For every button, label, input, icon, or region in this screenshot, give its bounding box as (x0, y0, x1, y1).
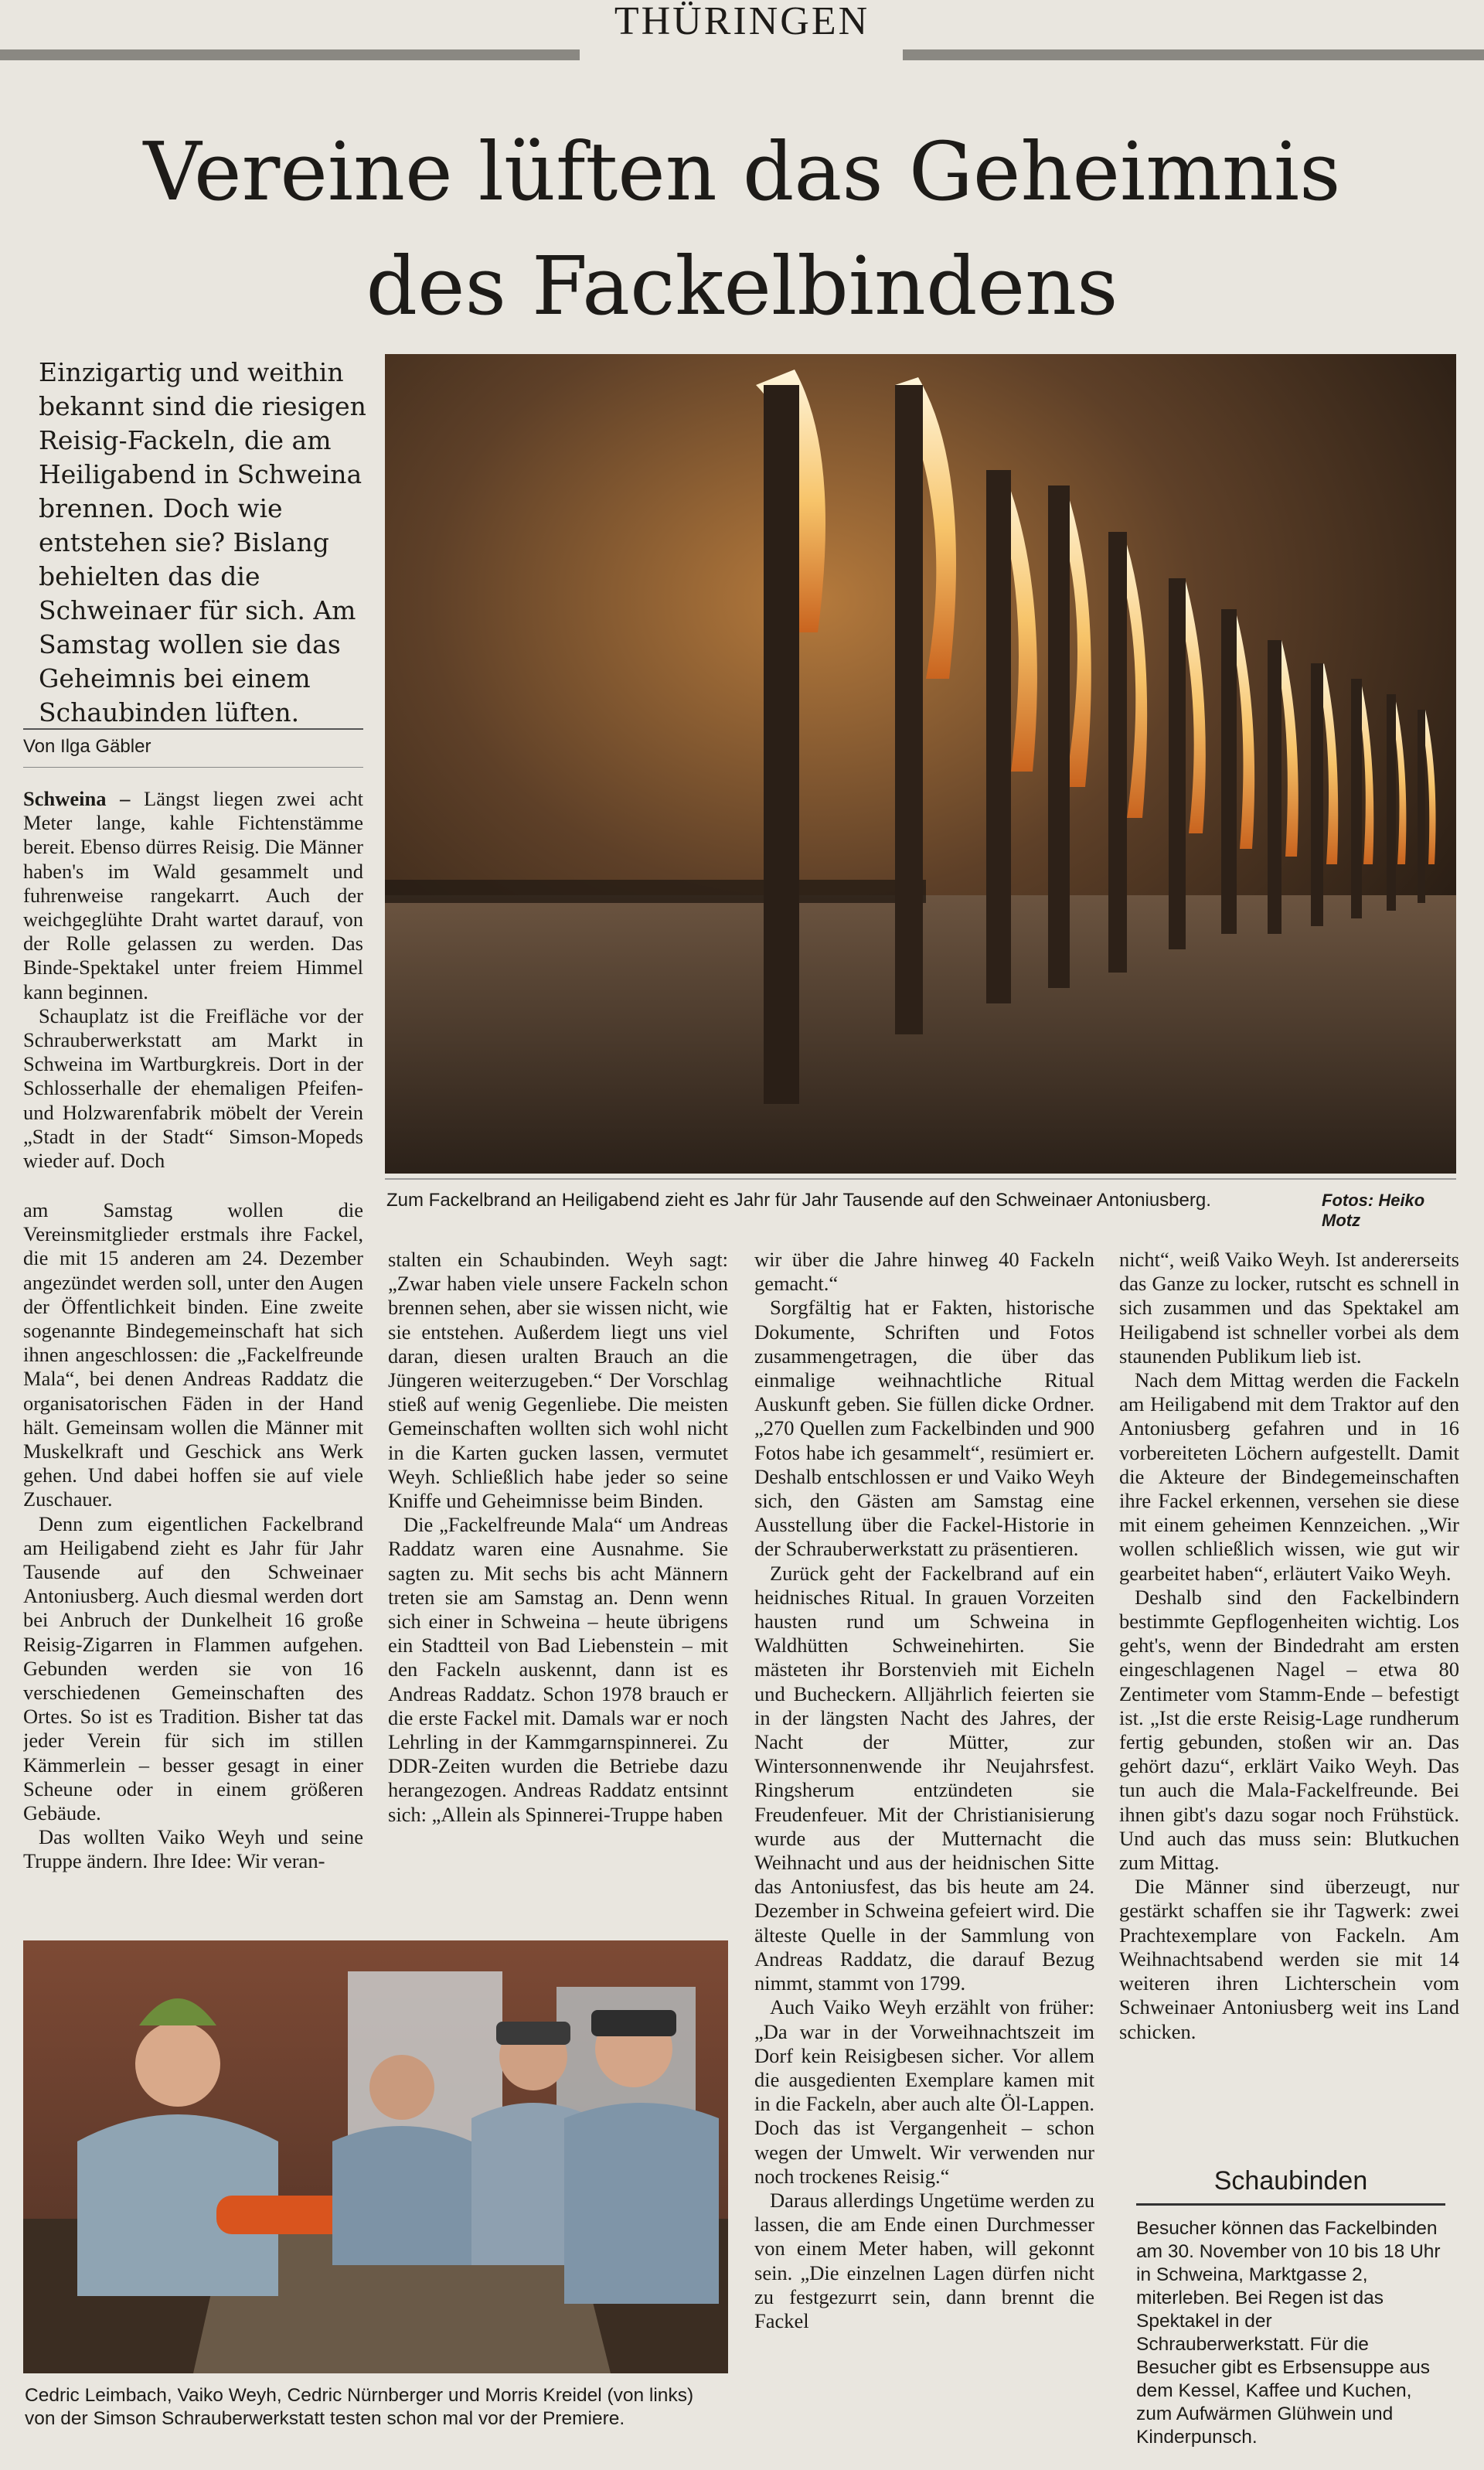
second-photo (23, 1940, 728, 2373)
paragraph: stalten ein Schaubinden. Weyh sagt: „Zwar haben viele unsere Fackeln schon brennen sehen, aber sie wissen nicht, wie sie entstehen. Außerdem liegt uns viel daran, diesen uralten Brauch an die Jüngeren weiterzugeben.“ Der Vorschlag stieß auf wenig Gegenliebe. Die meisten Gemeinschaften wollten sich wohl nicht in die Karten gucken lassen, vermutet Weyh. Schließlich habe jeder so seine Kniffe und Geheimnisse beim Binden. (388, 1248, 728, 1513)
byline: Von Ilga Gäbler (23, 736, 151, 757)
main-photo-caption: Zum Fackelbrand an Heiligabend zieht es Jahr für Jahr Tausende auf den Schweinaer Antoniusberg. (386, 1190, 1211, 1211)
paragraph: Daraus allerdings Ungetüme werden zu lassen, die am Ende einen Durchmesser von einem Meter haben, will gekonnt sein. „Die einzelnen Lagen dürfen nicht zu festgezurrt sein, dann brennt die Fackel (754, 2188, 1094, 2332)
infobox-rule (1136, 2203, 1445, 2206)
byline-divider (23, 767, 363, 768)
paragraph: wir über die Jahre hinweg 40 Fackeln gemacht.“ (754, 1248, 1094, 1296)
photo-divider (385, 1178, 1456, 1180)
paragraph: Auch Vaiko Weyh erzählt von früher: „Da war in der Vorweihnachtszeit im Dorf kein Reisigbesen sicher. Vor allem die ausgedienten Exemplare kamen mit in die Fackeln, aber auch alte Öl-Lappen. Doch das ist Vergangenheit – schon wegen der Umwelt. Wir verwenden nur noch trockenes Reisig.“ (754, 1995, 1094, 2188)
paragraph: Deshalb sind den Fackelbindern bestimmte Gepflogenheiten wichtig. Los geht's, wenn der Bindedraht am ersten eingeschlagenen Nagel – etwa 80 Zentimeter vom Stamm-Ende – befestigt ist. „Ist die erste Reisig-Lage rundherum fertig gebunden, stoßen wir an. Das gehört dazu“, erklärt Vaiko Weyh. Das tun auch die Mala-Fackelfreunde. Bei ihnen gibt's dazu sogar noch Frühstück. Und auch das muss sein: Blutkuchen zum Mittag. (1119, 1585, 1459, 1875)
main-photo-credit: Fotos: Heiko Motz (1322, 1191, 1425, 1230)
top-rule-left (0, 49, 580, 60)
paragraph: nicht“, weiß Vaiko Weyh. Ist andererseits das Ganze zu locker, rutscht es schnell in sich zusammen und das Spektakel am Heiligabend ist schneller vorbei als dem staunenden Publikum lieb ist. (1119, 1248, 1459, 1368)
paragraph: Die Männer sind überzeugt, nur gestärkt schaffen sie ihr Tagwerk: zwei Prachtexemplare von Fackeln. Am Weihnachtsabend werden sie mit 14 weiteren ihren Lichterschein vom Schweinaer Antoniusberg weit ins Land schicken. (1119, 1875, 1459, 2043)
paragraph: Das wollten Vaiko Weyh und seine Truppe ändern. Ihre Idee: Wir veran- (23, 1825, 363, 1873)
dateline: Schweina – (23, 787, 131, 810)
top-rule-right (903, 49, 1484, 60)
column-2 (388, 1248, 728, 1911)
paragraph: Nach dem Mittag werden die Fackeln am Heiligabend mit dem Traktor auf den Antoniusberg gefahren und in 16 vorbereiteten Löchern aufgestellt. Damit die Akteure der Bindegemeinschaften ihre Fackel erkennen, versehen sie diese mit einem geheimen Kennzeichen. „Wir wollen schließlich wissen, wie gut wir gearbeitet haben“, erläutert Vaiko Weyh. (1119, 1368, 1459, 1585)
headline (46, 114, 1438, 343)
paragraph: Längst liegen zwei acht Meter lange, kahle Fichtenstämme bereit. Ebenso dürres Reisig. Die Männer haben's im Wald gesammelt und fuhrenweise rangekarrt. Auch der weichgeglühte Draht wartet darauf, von der Rolle gelassen zu werden. Das Binde-Spektakel unter freiem Himmel kann beginnen. (23, 787, 363, 1003)
infobox-text: Besucher können das Fackelbinden am 30. November von 10 bis 18 Uhr in Schweina, Marktgasse 2, miterleben. Bei Regen ist das Spektakel in der Schrauberwerkstatt. Für die Besucher gibt es Erbsensuppe aus dem Kessel, Kaffee und Kuchen, zum Aufwärmen Glühwein und Kinderpunsch. (1136, 2218, 1441, 2448)
paragraph: Denn zum eigentlichen Fackelbrand am Heiligabend zieht es Jahr für Jahr Tausende auf den Schweinaer Antoniusberg. Auch diesmal werden dort bei Anbruch der Dunkelheit 16 große Reisig-Zigarren in Flammen aufgehen. Gebunden werden sie von 16 verschiedenen Gemeinschaften des Ortes. So ist es Tradition. Bisher tat das jeder Verein für sich im stillen Kämmerlein – besser gesagt in einer Scheune oder in einem größeren Gebäude. (23, 1511, 363, 1825)
headline-line-2: des Fackelbindens (366, 239, 1118, 333)
column-1-top (23, 787, 363, 1174)
paragraph: Sorgfältig hat er Fakten, historische Dokumente, Schriften und Fotos zusammengetragen, die über das einmalige weihnachtliche Ritual Auskunft geben. Sie füllen dicke Ordner. „270 Quellen zum Fackelbinden und 900 Fotos habe ich gesammelt“, resümiert er. Deshalb entschlossen er und Vaiko Weyh sich, den Gästen am Samstag eine Ausstellung über die Fackel-Historie in der Schrauberwerkstatt zu präsentieren. (754, 1296, 1094, 1561)
infobox-title: Schaubinden (1213, 2166, 1368, 2196)
main-photo (385, 354, 1456, 1174)
paragraph: Die „Fackelfreunde Mala“ um Andreas Raddatz waren eine Ausnahme. Sie sagten zu. Mit sechs bis acht Männern treten sie am Samstag an. Denn wenn sich einer in Schweina – heute übrigens ein Stadtteil von Bad Liebenstein – mit den Fackeln auskennt, dann ist es Andreas Raddatz. Schon 1978 brauch er die erste Fackel mit. Damals war er noch Lehrling in der Kammgarnspinnerei. Zu DDR-Zeiten wurden die Betriebe dazu herangezogen. Andreas Raddatz entsinnt sich: „Allein als Spinnerei-Truppe haben (388, 1513, 728, 1826)
teaser: Einzigartig und weithin bekannt sind die riesigen Reisig-Fackeln, die am Heiligabend in Schweina brennen. Doch wie entstehen sie? Bislang behielten das die Schweinaer für sich. Am Samstag wollen sie das Geheimnis bei einem Schaubinden lüften. (39, 357, 366, 727)
column-3 (754, 1248, 1094, 2431)
teaser-divider (23, 728, 363, 730)
column-1-bottom (23, 1198, 363, 1911)
section-title: THÜRINGEN (614, 0, 870, 43)
paragraph: am Samstag wollen die Vereinsmitglieder erstmals ihre Fackel, die mit 15 anderen am 24. Dezember angezündet werden soll, unter den Augen der Öffentlichkeit binden. Eine zweite sogenannte Bindegemeinschaft hat sich ihnen angeschlossen: die „Fackelfreunde Mala“, bei denen Andreas Raddatz die organisatorischen Fäden in der Hand hält. Gemeinsam wollen die Männer mit Muskelkraft und Geschick ans Werk gehen. Und dabei hoffen sie auf viele Zuschauer. (23, 1198, 363, 1511)
paragraph: Schauplatz ist die Freifläche vor der Schrauberwerkstatt am Markt in Schweina im Wartburgkreis. Dort in der Schlosserhalle der ehemaligen Pfeifen- und Holzwarenfabrik möbelt der Verein „Stadt in der Stadt“ Simson-Mopeds wieder auf. Doch (23, 1003, 363, 1173)
paragraph: Zurück geht der Fackelbrand auf ein heidnisches Ritual. In grauen Vorzeiten hausten rund um Schweina in Waldhütten Schweinehirten. Sie mästeten ihr Borstenvieh mit Eicheln und Bucheckern. Alljährlich feierten sie in der längsten Nacht des Jahres, der Nacht der Mütter, zur Wintersonnenwende ihr Neujahrsfest. Ringsherum entzündeten sie Freudenfeuer. Mit der Christianisierung wurde aus der Mutternacht die Weihnacht und aus der heidnischen Sitte das Antoniusfest, das bis heute am 24. Dezember in Schweina gefeiert wird. Die älteste Quelle in der Sammlung von Andreas Raddatz, die darauf Bezug nimmt, stammt von 1799. (754, 1561, 1094, 1995)
second-photo-caption: Cedric Leimbach, Vaiko Weyh, Cedric Nürnberger und Morris Kreidel (von links) von der Simson Schrauberwerkstatt testen schon mal vor der Premiere. (25, 2385, 694, 2429)
column-4 (1119, 1248, 1459, 2098)
headline-line-1: Vereine lüften das Geheimnis (143, 124, 1341, 219)
